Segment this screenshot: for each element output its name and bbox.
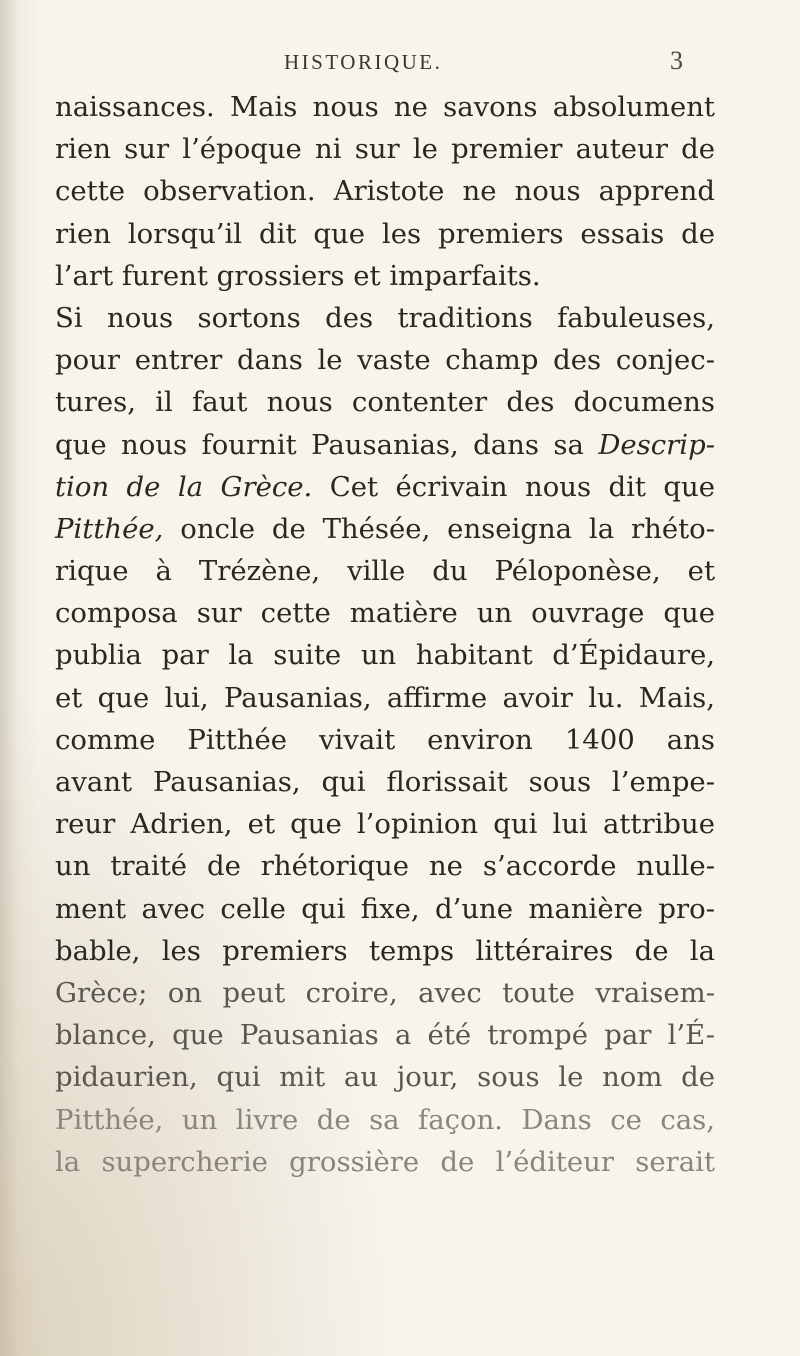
text-line-2: rien sur l’époque ni sur le premier auteur de: [55, 133, 715, 166]
text-line-22: Grèce; on peut croire, avec toute vraisem-: [55, 976, 715, 1009]
text-line-8: tures, il faut nous contenter des documens: [55, 386, 715, 419]
page-number: 3: [670, 46, 683, 75]
text-line-4: rien lorsqu’il dit que les premiers essais de: [55, 217, 715, 250]
page-header: [0, 46, 800, 80]
text-line-16: comme Pitthée vivait environ 1400 ans: [55, 723, 715, 756]
text-line-21: bable, les premiers temps littéraires de la: [55, 934, 715, 967]
text-line-11: [55, 508, 715, 550]
text-line-19: un traité de rhétorique ne s’accorde nulle-: [55, 850, 715, 883]
text-line-26: la supercherie grossière de l’éditeur serait: [55, 1145, 715, 1178]
text-line-7: pour entrer dans le vaste champ des conjec-: [55, 344, 715, 377]
text-line-11-roman: oncle de Thésée, enseigna la rhéto-: [163, 512, 715, 545]
text-line-20: ment avec celle qui fixe, d’une manière pro-: [55, 892, 715, 925]
text-line-3: cette observation. Aristote ne nous apprend: [55, 175, 715, 208]
italic-title-part-1: Descrip-: [598, 428, 715, 461]
text-line-5: l’art furent grossiers et imparfaits.: [55, 259, 541, 292]
text-line-10: [55, 466, 715, 508]
text-line-25: Pitthée, un livre de sa façon. Dans ce cas,: [55, 1103, 715, 1136]
text-line-24: pidaurien, qui mit au jour, sous le nom de: [55, 1061, 715, 1094]
text-line-13: composa sur cette matière un ouvrage que: [55, 597, 715, 630]
text-line-6: Si nous sortons des traditions fabuleuses,: [55, 301, 715, 334]
text-line-14: publia par la suite un habitant d’Épidaure,: [55, 639, 715, 672]
body-text: [55, 86, 715, 1183]
text-line-12: rique à Trézène, ville du Péloponèse, et: [55, 555, 715, 588]
text-line-9-roman: que nous fournit Pausanias, dans sa: [55, 428, 599, 461]
text-line-17: avant Pausanias, qui florissait sous l’empe-: [55, 766, 715, 798]
text-line-10-roman: Cet écrivain nous dit que: [312, 470, 715, 503]
italic-title-part-2: tion de la Grèce.: [55, 470, 313, 503]
text-line-9: [55, 424, 715, 466]
italic-name-pitthee: Pitthée,: [55, 512, 164, 545]
text-line-18: reur Adrien, et que l’opinion qui lui attribue: [55, 808, 715, 841]
text-line-1: naissances. Mais nous ne savons absolument: [55, 91, 715, 123]
running-head: HISTORIQUE.: [284, 50, 443, 74]
text-line-23: blance, que Pausanias a été trompé par l’É-: [55, 1019, 715, 1052]
text-line-15: et que lui, Pausanias, affirme avoir lu. Mais,: [55, 681, 715, 714]
